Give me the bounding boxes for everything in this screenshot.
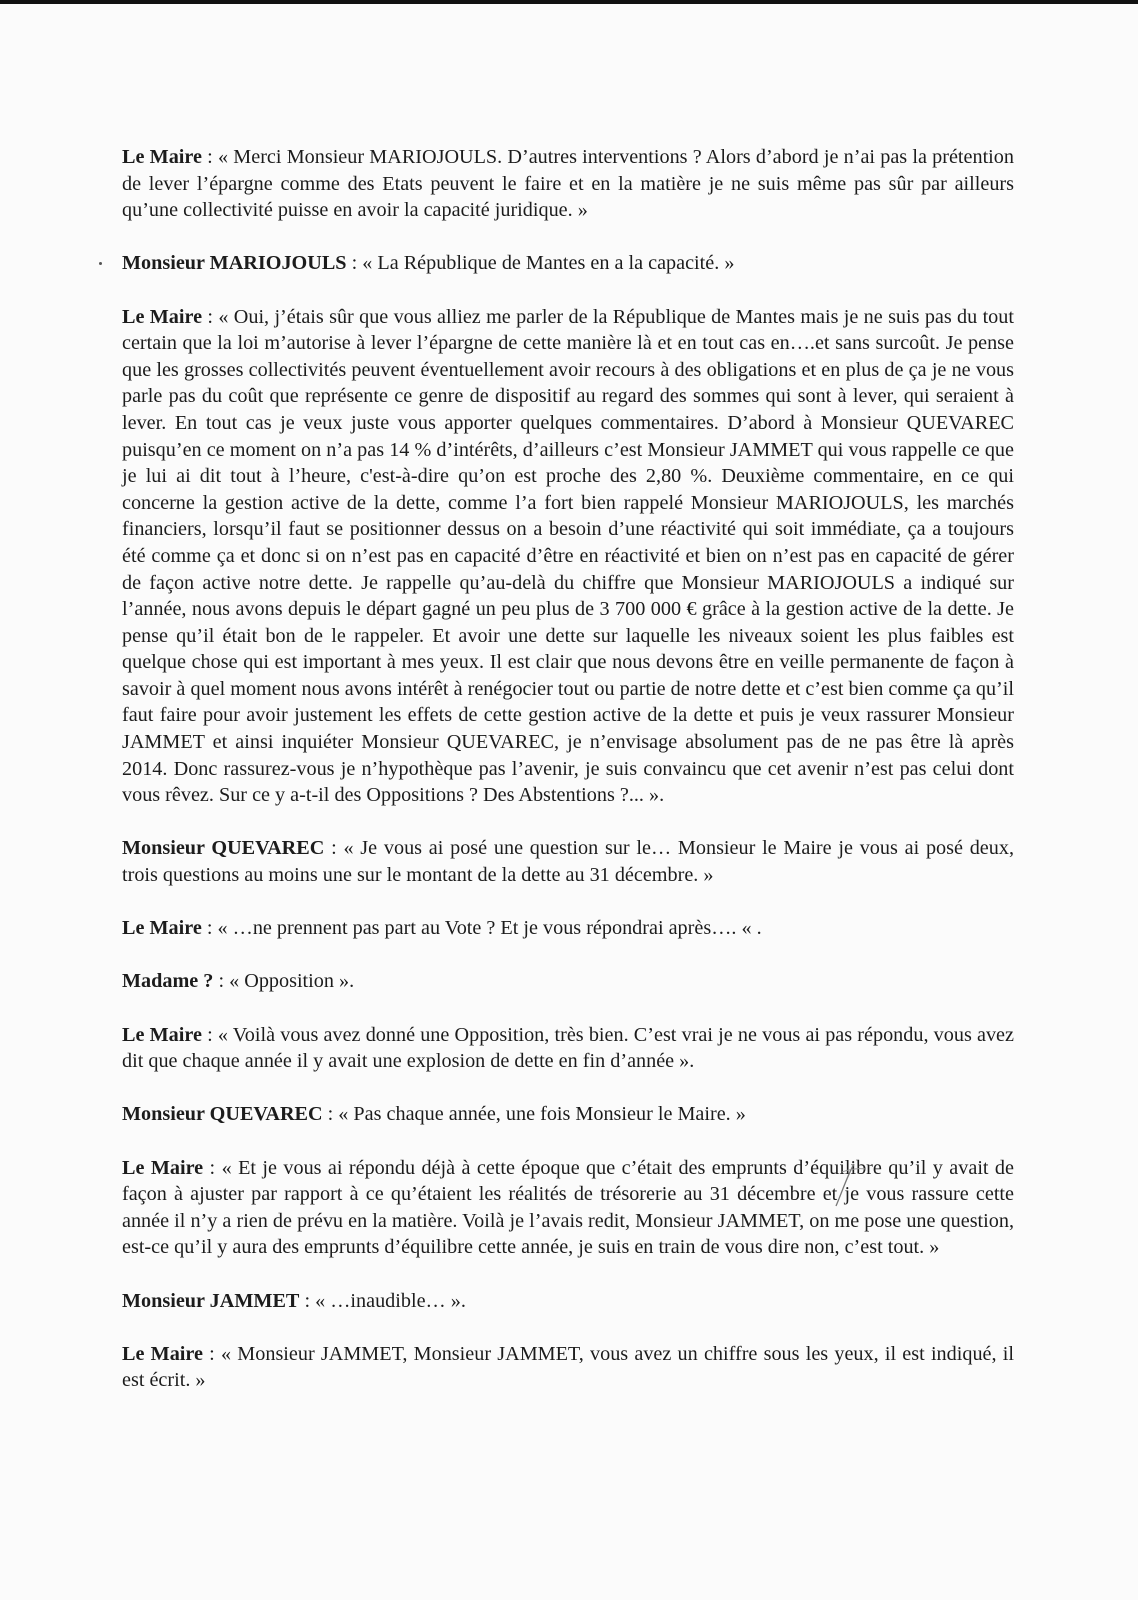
paragraph xyxy=(122,144,1014,224)
paragraph xyxy=(122,250,1014,277)
paragraph xyxy=(122,1341,1014,1394)
paragraph xyxy=(122,1101,1014,1128)
paragraph-text: : « Pas chaque année, une fois Monsieur le Maire. » xyxy=(322,1103,746,1126)
paragraph xyxy=(122,304,1014,809)
paragraph xyxy=(122,968,1014,995)
paragraph-text: : « Voilà vous avez donné une Opposition, très bien. C’est vrai je ne vous ai pas répondu, vous avez dit que chaque année il y avait une explosion de dette en fin d’année ». xyxy=(122,1023,1014,1073)
paragraph xyxy=(122,1022,1014,1075)
speaker-name: Le Maire xyxy=(122,1156,204,1179)
paragraph xyxy=(122,915,1014,942)
speaker-name: Le Maire xyxy=(122,1342,203,1365)
paragraph-text: : « Monsieur JAMMET, Monsieur JAMMET, vous avez un chiffre sous les yeux, il est indiqué, il est écrit. » xyxy=(122,1342,1014,1392)
speaker-name: Madame ? xyxy=(122,970,214,993)
scan-speck xyxy=(99,262,102,265)
speaker-name: Le Maire xyxy=(122,1023,202,1046)
paragraph-text: : « …inaudible… ». xyxy=(299,1289,466,1312)
speaker-name: Le Maire xyxy=(122,305,203,328)
pen-stroke-mark xyxy=(832,1160,868,1208)
paragraph-text: : « Opposition ». xyxy=(213,970,355,993)
paragraph xyxy=(122,835,1014,888)
speaker-name: Le Maire xyxy=(122,917,202,940)
paragraph xyxy=(122,1288,1014,1315)
speaker-name: Monsieur QUEVAREC xyxy=(122,1103,323,1126)
paragraph-text: : « …ne prennent pas part au Vote ? Et je vous répondrai après…. « . xyxy=(201,917,762,940)
paragraph-text: : « Oui, j’étais sûr que vous alliez me parler de la République de Mantes mais je ne suis pas du tout certain que la loi m’autorise à lever l’épargne de cette manière là et en tout cas en….et sans surcoût. Je pense que les grosses collectivités peuvent éventuellement avoir recours à des obligations et en plus de ça je ne vous parle pas du coût que représente ce genre de dispositif au regard des sommes qui sont à lever, qui seraient à lever. En tout cas je veux juste vous apporter quelques commentaires. D’abord à Monsieur QUEVAREC puisqu’en ce moment on n’a pas 14 % d’intérêts, d’ailleurs c’est Monsieur JAMMET qui vous rappelle ce que je lui ai dit tout à l’heure, c'est-à-dire qu’on est proche des 2,80 %. Deuxième commentaire, en ce qui concerne la gestion active de la dette, comme l’a fort bien rappelé Monsieur MARIOJOULS, les marchés financiers, lorsqu’il faut se positionner dessus on a besoin d’une réactivité qui soit immédiate, ça a toujours été comme ça et donc si on n’est pas en capacité d’être en réactivité et bien on n’est pas en capacité de gérer de façon active notre dette. Je rappelle qu’au-delà du chiffre que Monsieur MARIOJOULS a indiqué sur l’année, nous avons depuis le départ gagné un peu plus de 3 700 000 € grâce à la gestion active de la dette. Je pense qu’il était bon de le rappeler. Et avoir une dette sur laquelle les niveaux soient les plus faibles est quelque chose qui est important à mes yeux. Il est clair que nous devons être en veille permanente de façon à savoir à quel moment nous avons intérêt à renégocier tout ou partie de notre dette et c’est bien comme ça qu’il faut faire pour avoir justement les effets de cette gestion active de la dette et puis je veux rassurer Monsieur JAMMET et ainsi inquiéter Monsieur QUEVAREC, je n’envisage absolument pas de ne pas être là après 2014. Donc rassurez-vous je n’hypothèque pas l’avenir, je suis convaincu que cet avenir n’est pas celui dont vous rêvez. Sur ce y a-t-il des Oppositions ? Des Abstentions ?... ». xyxy=(122,305,1014,807)
speaker-name: Monsieur JAMMET xyxy=(122,1289,300,1312)
paragraph-text: : « Merci Monsieur MARIOJOULS. D’autres interventions ? Alors d’abord je n’ai pas la prétention de lever l’épargne comme des Etats peuvent le faire et en la matière je ne suis même pas sûr par ailleurs qu’une collectivité puisse en avoir la capacité juridique. » xyxy=(122,146,1014,222)
scan-top-edge xyxy=(0,0,1138,4)
paragraph xyxy=(122,1155,1014,1261)
speaker-name: Le Maire xyxy=(122,146,202,168)
paragraph-text: : « Je vous ai posé une question sur le… Monsieur le Maire je vous ai posé deux, trois questions au moins une sur le montant de la dette au 31 décembre. » xyxy=(122,837,1014,887)
paragraph-text: : « Et je vous ai répondu déjà à cette époque que c’était des emprunts d’équilibre qu’il y avait de façon à ajuster par rapport à ce qu’étaient les réalités de trésorerie au 31 décembre et je vous rassure cette année il n’y a rien de prévu en la matière. Voilà je l’avais redit, Monsieur JAMMET, on me pose une question, est-ce qu’il y aura des emprunts d’équilibre cette année, je suis en train de vous dire non, c’est tout. » xyxy=(122,1156,1014,1259)
speaker-name: Monsieur QUEVAREC xyxy=(122,837,325,860)
transcript-body xyxy=(122,144,1014,1421)
paragraph-text: : « La République de Mantes en a la capacité. » xyxy=(346,252,735,275)
speaker-name: Monsieur MARIOJOULS xyxy=(122,252,347,275)
